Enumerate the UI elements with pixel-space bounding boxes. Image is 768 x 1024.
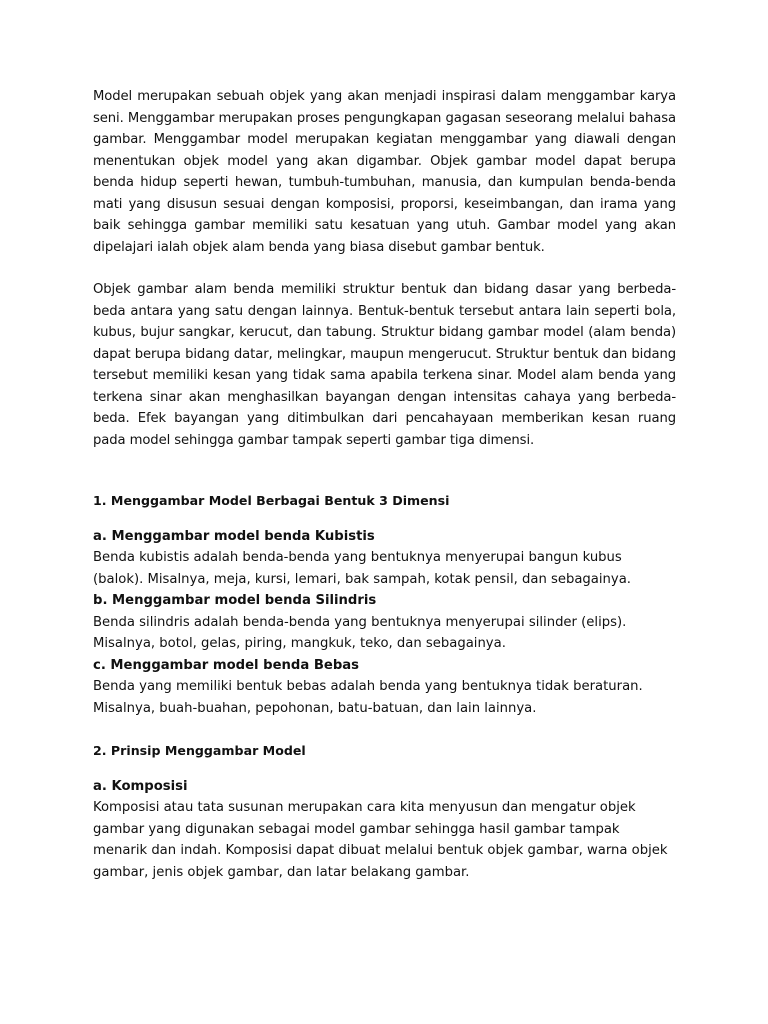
section-2-item-a-title: a. Komposisi [93, 778, 188, 794]
section-1-item-c-text: Benda yang memiliki bentuk bebas adalah benda yang bentuknya tidak beraturan. Misalnya, buah-buahan, pepohonan, batu-batuan, dan lain lainnya. [93, 679, 643, 716]
document-page [93, 86, 676, 883]
section-1-item-a-title: a. Menggambar model benda Kubistis [93, 528, 375, 544]
intro-paragraph-1: Model merupakan sebuah objek yang akan menjadi inspirasi dalam menggambar karya seni. Menggambar merupakan proses pengungkapan gagasan seseorang melalui bahasa gambar. Menggambar model merupakan kegiatan menggambar yang diawali dengan menentukan objek model yang akan digambar. Objek gambar model dapat berupa benda hidup seperti hewan, tumbuh-tumbuhan, manusia, dan kumpulan benda-benda mati yang disusun sesuai dengan komposisi, proporsi, keseimbangan, dan irama yang baik sehingga gambar memiliki satu kesatuan yang utuh. Gambar model yang akan dipelajari ialah objek alam benda yang biasa disebut gambar bentuk. [93, 89, 676, 255]
section-1-item-c-title: c. Menggambar model benda Bebas [93, 657, 360, 673]
section-1-item-a-text: Benda kubistis adalah benda-benda yang bentuknya menyerupai bangun kubus (balok). Misalnya, meja, kursi, lemari, bak sampah, kotak pensil, dan sebagainya. [93, 550, 631, 587]
intro-paragraph-2: Objek gambar alam benda memiliki struktur bentuk dan bidang dasar yang berbeda-beda antara yang satu dengan lainnya. Bentuk-bentuk tersebut antara lain seperti bola, kubus, bujur sangkar, kerucut, dan tabung. Struktur bidang gambar model (alam benda) dapat berupa bidang datar, melingkar, maupun mengerucut. Struktur bentuk dan bidang tersebut memiliki kesan yang tidak sama apabila terkena sinar. Model alam benda yang terkena sinar akan menghasilkan bayangan dengan intensitas cahaya yang berbeda-beda. Efek bayangan yang ditimbulkan dari pencahayaan memberikan kesan ruang pada model sehingga gambar tampak seperti gambar tiga dimensi. [93, 282, 676, 448]
section-1-heading: 1. Menggambar Model Berbagai Bentuk 3 Dimensi [93, 493, 450, 508]
section-1-item-b-text: Benda silindris adalah benda-benda yang bentuknya menyerupai silinder (elips). Misalnya, botol, gelas, piring, mangkuk, teko, dan sebagainya. [93, 614, 627, 651]
section-1-content [93, 526, 676, 720]
section-2-item-a-text: Komposisi atau tata susunan merupakan cara kita menyusun dan mengatur objek gambar yang digunakan sebagai model gambar sehingga hasil gambar tampak menarik dan indah. Komposisi dapat dibuat melalui bentuk objek gambar, warna objek gambar, jenis objek gambar, dan latar belakang gambar. [93, 800, 668, 880]
section-2-content [93, 776, 676, 884]
section-1-item-b-title: b. Menggambar model benda Silindris [93, 593, 377, 608]
section-2-heading: 2. Prinsip Menggambar Model [93, 743, 306, 758]
